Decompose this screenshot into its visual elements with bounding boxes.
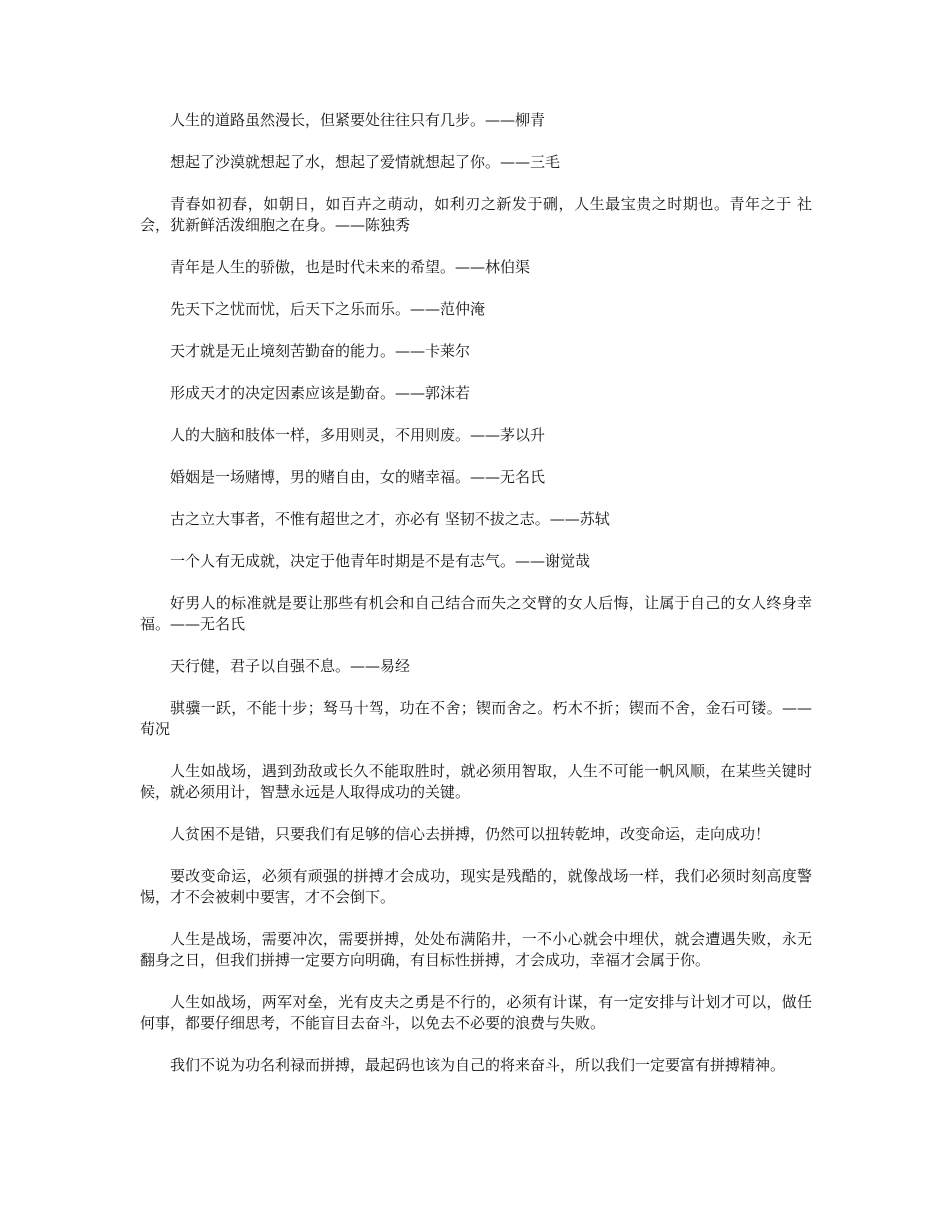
paragraph: 古之立大事者，不惟有超世之才，亦必有 坚韧不拔之志。——苏轼 (170, 510, 610, 528)
paragraph: 人的大脑和肢体一样，多用则灵，不用则废。——茅以升 (170, 426, 546, 444)
paragraph: 人生如战场，两军对垒，光有皮夫之勇是不行的，必须有计谋，有一定安排与计划才可以，做任何事，都要仔细思考，不能盲目去奋斗，以免去不必要的浪费与失败。 (140, 993, 812, 1032)
paragraph: 要改变命运，必须有顽强的拼搏才会成功，现实是残酷的，就像战场一样，我们必须时刻高度警惕，才不会被刺中要害，才不会倒下。 (140, 867, 812, 906)
paragraph: 好男人的标准就是要让那些有机会和自己结合而失之交臂的女人后悔，让属于自己的女人终身幸福。——无名氏 (140, 594, 812, 633)
document-body (140, 110, 812, 1097)
paragraph: 天行健，君子以自强不息。——易经 (170, 657, 411, 675)
paragraph: 骐骥一跃，不能十步；驽马十驾，功在不舍；锲而舍之。朽木不折；锲而不舍，金石可镂。——荀况 (140, 699, 812, 738)
paragraph: 人生是战场，需要冲次，需要拼搏，处处布满陷井，一不小心就会中埋伏，就会遭遇失败，永无翻身之日，但我们拼搏一定要方向明确，有目标性拼搏，才会成功，幸福才会属于你。 (140, 930, 812, 969)
paragraph: 人贫困不是错，只要我们有足够的信心去拼搏，仍然可以扭转乾坤，改变命运，走向成功！ (170, 825, 771, 843)
paragraph: 人生如战场，遇到劲敌或长久不能取胜时，就必须用智取，人生不可能一帆风顺，在某些关键时候，就必须用计，智慧永远是人取得成功的关键。 (140, 762, 812, 801)
paragraph: 人生的道路虽然漫长，但紧要处往往只有几步。——柳青 (170, 111, 546, 129)
paragraph: 一个人有无成就，决定于他青年时期是不是有志气。——谢觉哉 (170, 552, 591, 570)
paragraph: 青春如初春，如朝日，如百卉之萌动，如利刃之新发于硎，人生最宝贵之时期也。青年之于 社会，犹新鲜活泼细胞之在身。——陈独秀 (140, 195, 812, 234)
paragraph: 先天下之忧而忧，后天下之乐而乐。——范仲淹 (170, 300, 486, 318)
paragraph: 形成天才的决定因素应该是勤奋。——郭沫若 (170, 384, 471, 402)
paragraph: 我们不说为功名利禄而拼搏，最起码也该为自己的将来奋斗，所以我们一定要富有拼搏精神。 (170, 1056, 786, 1074)
paragraph: 想起了沙漠就想起了水，想起了爱情就想起了你。——三毛 (170, 153, 561, 171)
paragraph: 青年是人生的骄傲，也是时代未来的希望。——林伯渠 (170, 258, 531, 276)
paragraph: 天才就是无止境刻苦勤奋的能力。——卡莱尔 (170, 342, 471, 360)
paragraph: 婚姻是一场赌博，男的赌自由，女的赌幸福。——无名氏 (170, 468, 546, 486)
